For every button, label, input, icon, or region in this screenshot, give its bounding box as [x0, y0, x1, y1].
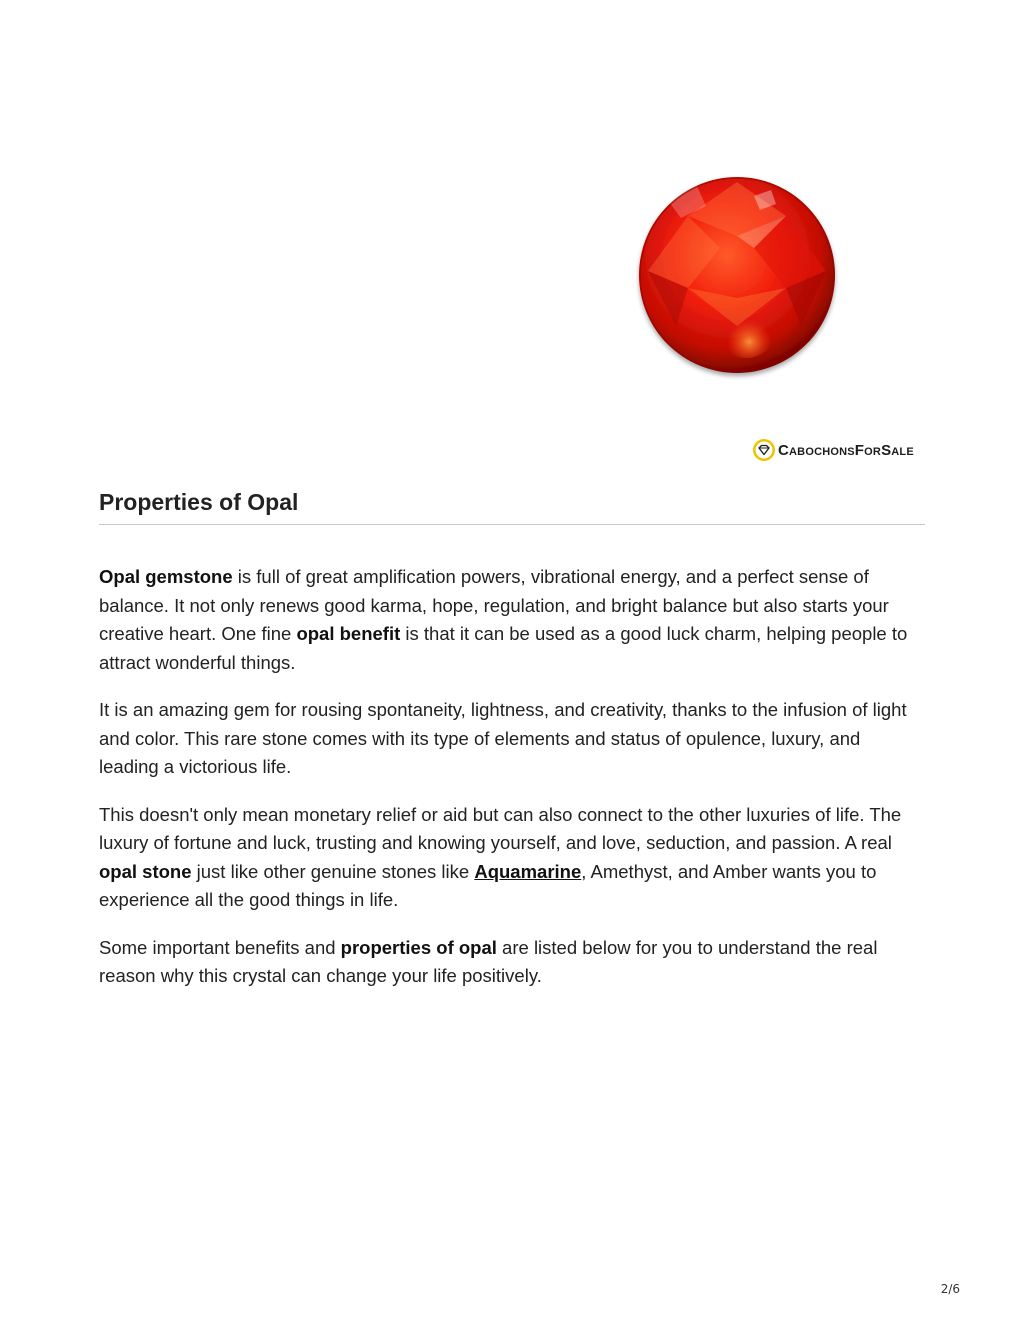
bold-text: opal benefit: [296, 623, 401, 644]
paragraph-text: This doesn't only mean monetary relief or aid but can also connect to the other luxuries of life. The luxury of fortune and luck, trusting and knowing yourself, and love, seduction, and passion. A real: [99, 803, 902, 853]
paragraph-text: Some important benefits and: [99, 936, 341, 958]
paragraph-text: , Amethyst, and Amber wants you to experience all the good things in life.: [99, 860, 877, 910]
paragraph-text: are listed below for you to understand the real reason why this crystal can change your life positively.: [99, 936, 878, 986]
properties-section: [99, 486, 925, 1010]
bold-text: properties of opal: [340, 936, 497, 958]
bold-text: Opal gemstone: [99, 566, 233, 587]
bold-text: opal stone: [99, 860, 192, 882]
diamond-badge-icon: [752, 438, 776, 462]
paragraph-3: [99, 801, 925, 915]
paragraph-text: is full of great amplification powers, vibrational energy, and a perfect sense of balance. It not only renews good karma, hope, regulation, and bright balance but also starts your creative heart. One fine: [99, 566, 889, 644]
section-body: [99, 563, 925, 991]
paragraph-text: It is an amazing gem for rousing spontaneity, lightness, and creativity, thanks to the infusion of light and color. This rare stone comes with its type of elements and status of opulence, luxury, and leading a victorious life.: [99, 699, 907, 777]
brand-logo: [752, 437, 914, 463]
red-opal-gemstone-icon: [636, 176, 840, 380]
paragraph-4: [99, 934, 925, 991]
paragraph-text: is that it can be used as a good luck charm, helping people to attract wonderful things.: [99, 623, 908, 673]
section-title: Properties of Opal: [99, 486, 925, 525]
paragraph-1: [99, 563, 925, 677]
page-number: 2/6: [940, 1282, 960, 1296]
aquamarine-link[interactable]: Aquamarine: [474, 860, 582, 882]
paragraph-2: [99, 696, 925, 782]
paragraph-text: just like other genuine stones like: [191, 860, 475, 882]
brand-name: CabochonsForSale: [778, 441, 914, 459]
